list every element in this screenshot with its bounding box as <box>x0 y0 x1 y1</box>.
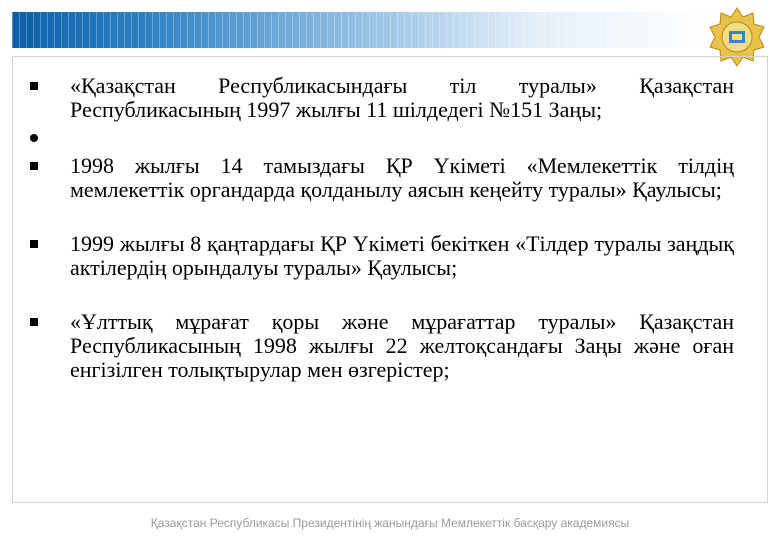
bullet-text: «Ұлттық мұрағат қоры және мұрағаттар туралы» Қазақстан Республикасының 1998 жылғы 22 желтоқсандағы Заңы және оған енгізілген толықтырулар мен өзгерістер; <box>70 309 734 382</box>
bullet-item-law-1997 <box>24 74 734 122</box>
bullet-item-resolution-1998 <box>24 154 734 202</box>
square-bullet-icon <box>30 82 38 90</box>
header-stripes <box>12 12 712 48</box>
square-bullet-icon <box>30 240 38 248</box>
bullet-item-resolution-1999 <box>24 232 734 280</box>
bullet-list <box>24 74 734 382</box>
bullet-text: «Қазақстан Республикасындағы тіл туралы» Қазақстан Республикасының 1997 жылғы 11 шілдедегі №151 Заңы; <box>70 73 734 122</box>
round-bullet-icon <box>30 134 38 142</box>
square-bullet-icon <box>30 162 38 170</box>
bullet-item-archive-law <box>24 310 734 382</box>
bullet-text: 1999 жылғы 8 қаңтардағы ҚР Үкіметі бекіткен «Тілдер туралы заңдық актілердің орындалуы туралы» Қаулысы; <box>70 231 734 280</box>
header-band <box>12 12 712 48</box>
square-bullet-icon <box>30 318 38 326</box>
bullet-item-empty <box>24 126 734 150</box>
bullet-text: 1998 жылғы 14 тамыздағы ҚР Үкіметі «Мемлекеттік тілдің мемлекеттік органдарда қолданылу аясын кеңейту туралы» Қаулысы; <box>70 153 734 202</box>
footer-caption: Қазақстан Республикасы Президентінің жанындағы Мемлекеттік басқару академиясы <box>150 516 630 530</box>
